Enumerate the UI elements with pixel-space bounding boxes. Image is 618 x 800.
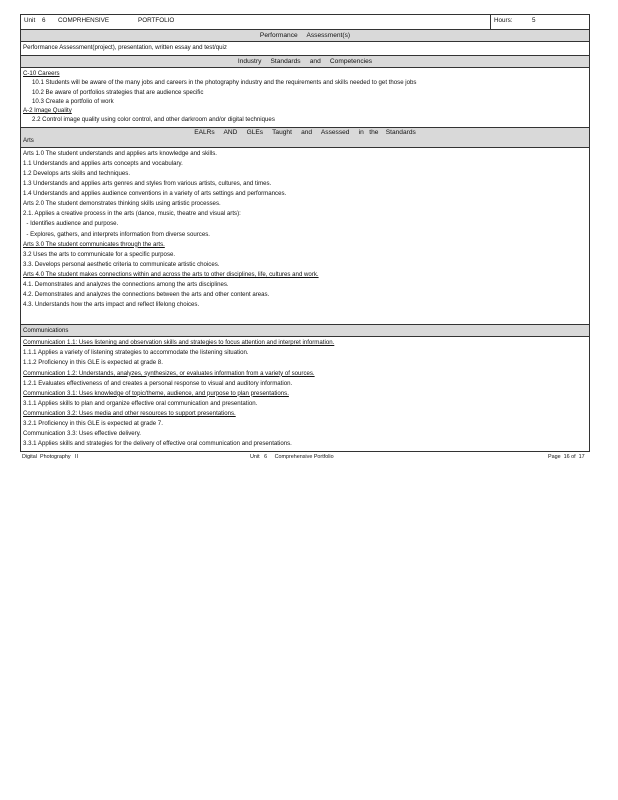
- communications-heading: Communications: [20, 325, 590, 337]
- hours-cell: [490, 14, 590, 30]
- a2-item: 2.2 Control image quality using color control, and other darkroom and/or digital techniques: [32, 116, 275, 124]
- footer-page-number: Page 16 of 17: [548, 454, 585, 460]
- comm-line: 1.1.2 Proficiency in this GLE is expected at grade 8.: [23, 359, 163, 367]
- arts-line: Arts 4.0 The student makes connections within and across the arts to other disciplines, life, cultures and work.: [23, 270, 319, 278]
- arts-line: Arts 3.0 The student communicates through the arts.: [23, 240, 165, 248]
- arts-line: 1.1 Understands and applies arts concepts and vocabulary.: [23, 159, 183, 167]
- arts-line: 2.1. Applies a creative process in the arts (dance, music, theatre and visual arts):: [23, 210, 241, 218]
- a2-title: A-2 Image Quality: [23, 107, 72, 115]
- unit-header-row: [20, 14, 590, 30]
- unit-label: Unit: [24, 17, 36, 24]
- document-page: [20, 14, 590, 452]
- arts-line: - Identifies audience and purpose.: [23, 220, 119, 228]
- arts-standards-block: [20, 148, 590, 326]
- comm-line: Communication 3.2: Uses media and other resources to support presentations.: [23, 409, 236, 417]
- hours-value: 5: [532, 17, 536, 24]
- comm-line: 3.2.1 Proficiency in this GLE is expected at grade 7.: [23, 420, 163, 428]
- c10-item: 10.2 Be aware of portfolios strategies that are audience specific: [32, 88, 204, 96]
- assessment-heading: Performance Assessment(s): [20, 30, 590, 42]
- communications-block: [20, 337, 590, 452]
- industry-standards-block: [20, 68, 590, 128]
- arts-label: Arts: [23, 137, 34, 145]
- industry-heading: Industry Standards and Competencies: [20, 56, 590, 68]
- arts-line: 4.1. Demonstrates and analyzes the connections among the arts disciplines.: [23, 281, 229, 288]
- assessment-text: Performance Assessment(project), presentation, written essay and test/quiz: [20, 42, 590, 56]
- c10-item: 10.1 Students will be aware of the many jobs and careers in the photography industry and the requirements and skills needed to get those jobs: [32, 79, 417, 87]
- c10-title: C-10 Careers: [23, 70, 60, 77]
- comm-line: Communication 3.1: Uses knowledge of topic/theme, audience, and purpose to plan presentations.: [23, 389, 289, 397]
- unit-title-2: PORTFOLIO: [138, 17, 175, 24]
- page-footer: [22, 454, 588, 460]
- ealrs-heading: EALRs AND GLEs Taught and Assessed in the Standards: [194, 128, 416, 136]
- comm-line: Communication 1.1: Uses listening and observation skills and strategies to focus attention and interpret information.: [23, 339, 335, 347]
- unit-title-1: COMPRHENSIVE: [58, 17, 110, 24]
- unit-number: 6: [42, 17, 46, 24]
- arts-line: 1.2 Develops arts skills and techniques.: [23, 169, 131, 177]
- comm-line: 1.2.1 Evaluates effectiveness of and creates a personal response to visual and auditory information.: [23, 379, 293, 387]
- arts-line: Arts 1.0 The student understands and applies arts knowledge and skills.: [23, 149, 217, 157]
- arts-line: 3.3. Develops personal aesthetic criteria to communicate artistic choices.: [23, 260, 220, 268]
- comm-line: 3.3.1 Applies skills and strategies for the delivery of effective oral communication and presentations.: [23, 440, 292, 448]
- comm-line: 1.1.1 Applies a variety of listening strategies to accommodate the listening situation.: [23, 349, 249, 357]
- arts-line: Arts 2.0 The student demonstrates thinking skills using artistic processes.: [23, 200, 221, 208]
- footer-unit: Unit 6 Comprehensive Portfolio: [250, 454, 334, 460]
- spacer: [23, 310, 587, 322]
- arts-line: 3.2 Uses the arts to communicate for a specific purpose.: [23, 250, 176, 258]
- arts-line: 1.3 Understands and applies arts genres and styles from various artists, cultures, and times.: [23, 180, 272, 188]
- arts-line: 4.3. Understands how the arts impact and reflect lifelong choices.: [23, 301, 200, 309]
- arts-line: 4.2. Demonstrates and analyzes the connections between the arts and other content areas.: [23, 291, 270, 299]
- hours-label: Hours:: [494, 17, 513, 24]
- arts-line: - Explores, gathers, and interprets information from diverse sources.: [23, 230, 210, 238]
- arts-line: 1.4 Understands and applies audience conventions in a variety of arts settings and performances.: [23, 190, 287, 198]
- comm-line: Communication 1.2: Understands, analyzes, synthesizes, or evaluates information from a variety of sources.: [23, 369, 315, 377]
- comm-line: Communication 3.3: Uses effective delivery.: [23, 430, 141, 438]
- ealrs-heading-band: [20, 128, 590, 148]
- unit-header-left: [20, 14, 490, 30]
- footer-course: Digital Photography II: [22, 454, 79, 460]
- c10-item: 10.3 Create a portfolio of work: [32, 97, 114, 105]
- comm-line: 3.1.1 Applies skills to plan and organize effective oral communication and presentation.: [23, 399, 258, 407]
